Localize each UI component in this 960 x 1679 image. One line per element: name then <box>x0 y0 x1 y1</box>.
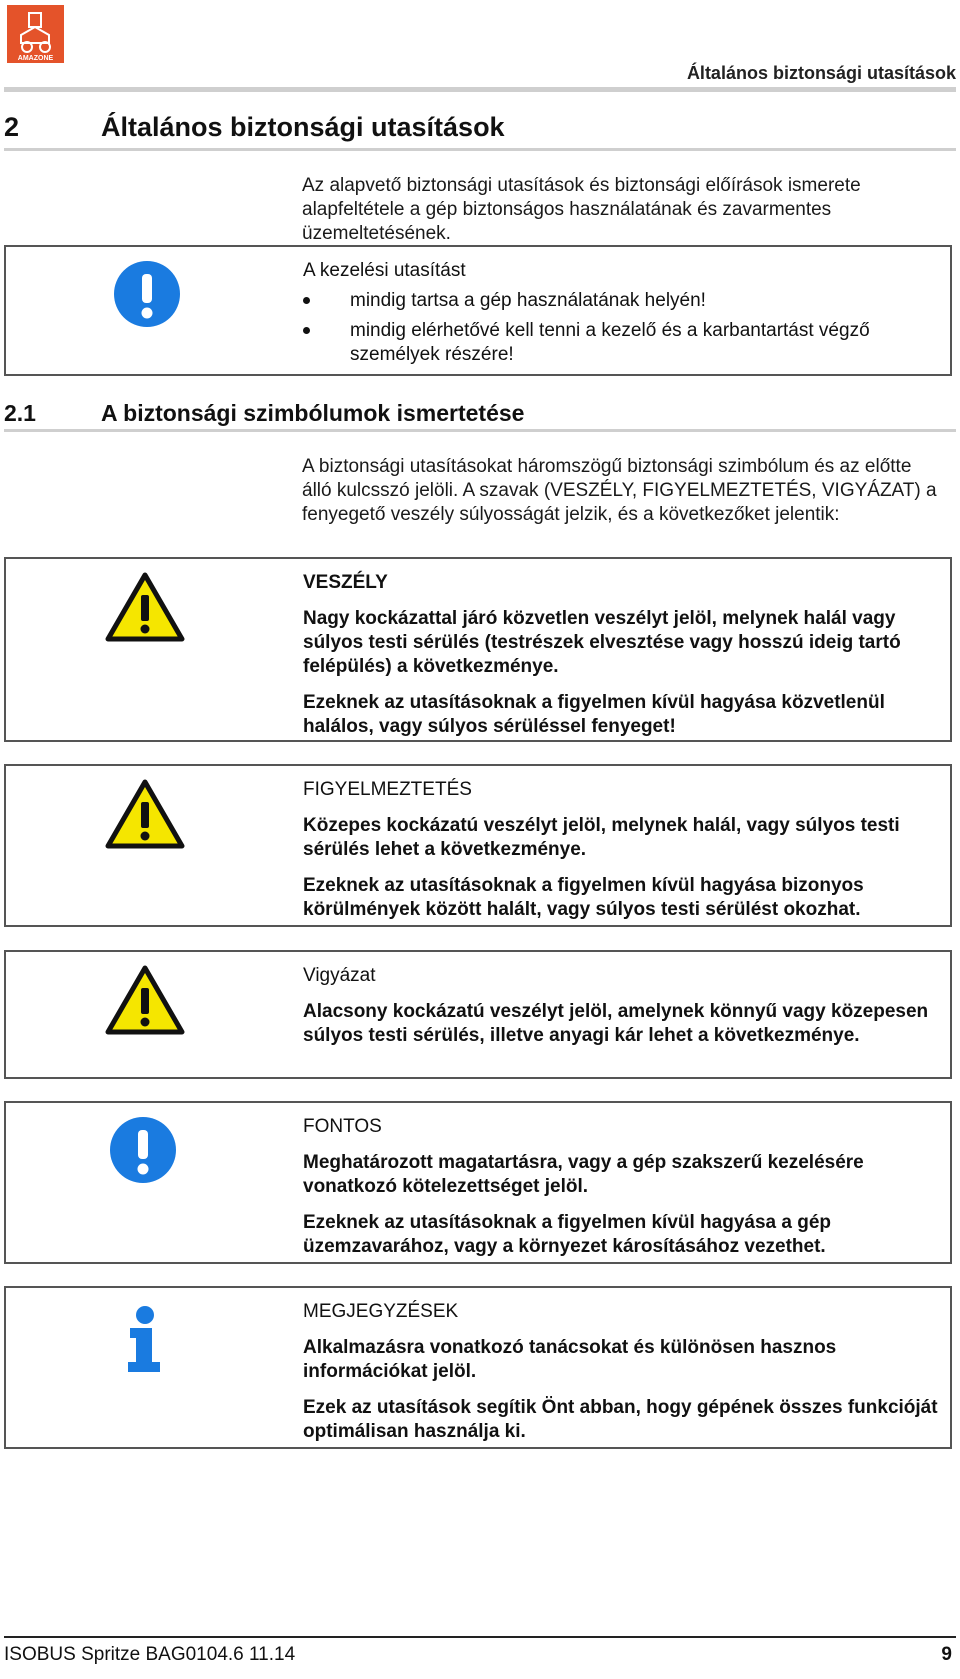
notes-content <box>303 1300 940 1444</box>
notice-bullet <box>303 319 940 367</box>
danger-text: Nagy kockázattal járó közvetlen veszélyt jelöl, melynek halál vagy súlyos testi sérülés (testrészek elvesztése vagy hosszú ideig tartó felépülés) a következménye. <box>303 608 901 677</box>
danger-text: Ezeknek az utasításoknak a figyelmen kívül hagyása közvetlenül halálos, vagy súlyos sérüléssel fenyeget! <box>303 692 885 737</box>
notice-content <box>303 259 940 367</box>
chapter-number: 2 <box>4 112 20 142</box>
warning-triangle-icon <box>104 778 186 855</box>
notice-bullet-text: mindig tartsa a gép használatának helyén! <box>350 290 706 311</box>
footer-divider <box>4 1636 956 1638</box>
notes-keyword: MEGJEGYZÉSEK <box>303 1301 459 1322</box>
danger-content <box>303 571 940 739</box>
important-box <box>4 1101 952 1264</box>
important-content <box>303 1115 940 1259</box>
danger-box <box>4 557 952 742</box>
section-divider <box>4 429 956 432</box>
header-divider <box>4 87 956 92</box>
important-keyword: FONTOS <box>303 1116 382 1137</box>
bullet-dot <box>303 297 310 304</box>
info-icon <box>126 1306 162 1377</box>
important-text: Meghatározott magatartásra, vagy a gép szakszerű kezelésére vonatkozó kötelezettséget jelöl. <box>303 1152 864 1197</box>
amazone-logo <box>7 5 64 63</box>
warning-text: Közepes kockázatú veszélyt jelöl, melynek halál, vagy súlyos testi sérülés lehet a következménye. <box>303 815 900 860</box>
warning-triangle-icon <box>104 964 186 1041</box>
warning-triangle-icon <box>104 571 186 648</box>
section-title: A biztonsági szimbólumok ismertetése <box>101 400 525 426</box>
section-number: 2.1 <box>4 400 36 426</box>
important-text: Ezeknek az utasításoknak a figyelmen kívül hagyása a gép üzemzavarához, vagy a környezet károsításához vezethet. <box>303 1212 832 1257</box>
caution-box <box>4 950 952 1079</box>
operating-manual-notice-box <box>4 245 952 376</box>
notice-bullet <box>303 289 940 313</box>
notes-text: Alkalmazásra vonatkozó tanácsokat és különösen hasznos információkat jelöl. <box>303 1337 837 1382</box>
page-number: 9 <box>941 1644 952 1665</box>
notes-text: Ezek az utasítások segítik Önt abban, hogy gépének összes funkcióját optimálisan használja ki. <box>303 1397 938 1442</box>
chapter-title: Általános biztonsági utasítások <box>101 112 505 142</box>
caution-keyword: Vigyázat <box>303 965 376 986</box>
warning-text: Ezeknek az utasításoknak a figyelmen kívül hagyása bizonyos körülmények között halált, vagy súlyos testi sérülést okozhat. <box>303 875 864 920</box>
notice-lead: A kezelési utasítást <box>303 260 466 281</box>
notice-bullet-text: mindig elérhetővé kell tenni a kezelő és a karbantartást végző személyek részére! <box>350 320 870 365</box>
exclamation-circle-icon <box>114 261 180 332</box>
intro-paragraph: Az alapvető biztonsági utasítások és biztonsági előírások ismerete alapfeltétele a gép biztonságos használatának és zavarmentes üzemeltetésének. <box>302 175 861 244</box>
warning-box <box>4 764 952 927</box>
caution-text: Alacsony kockázatú veszélyt jelöl, amelynek könnyű vagy közepesen súlyos testi sérülés, illetve anyagi kár lehet a következménye. <box>303 1001 929 1046</box>
bullet-dot <box>303 327 310 334</box>
warning-keyword: FIGYELMEZTETÉS <box>303 779 472 800</box>
exclamation-circle-icon <box>110 1117 176 1188</box>
caution-content <box>303 964 940 1048</box>
chapter-divider <box>4 148 956 151</box>
logo-text: AMAZONE <box>17 55 54 62</box>
footer-document-info: ISOBUS Spritze BAG0104.6 11.14 <box>4 1644 296 1665</box>
section-paragraph: A biztonsági utasításokat háromszögű biztonsági szimbólum és az előtte álló kulcsszó jelöli. A szavak (VESZÉLY, FIGYELMEZTETÉS, VIGYÁZAT) a fenyegető veszély súlyosságát jelzik, és a következőket jelentik: <box>302 456 937 525</box>
danger-keyword: VESZÉLY <box>303 572 388 593</box>
running-header-title: Általános biztonsági utasítások <box>686 63 956 83</box>
warning-content <box>303 778 940 922</box>
notes-box <box>4 1286 952 1449</box>
